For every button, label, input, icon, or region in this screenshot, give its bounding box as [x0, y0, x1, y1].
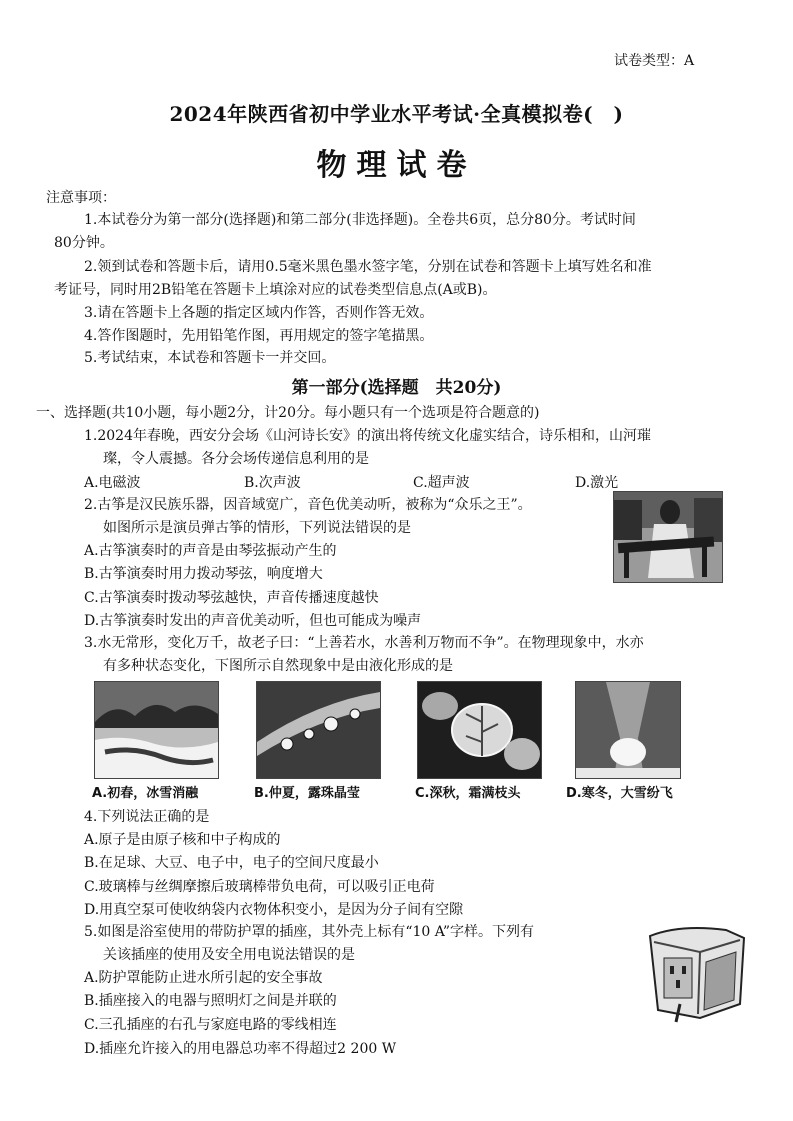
- q5-option-a: A.防护罩能防止进水所引起的安全事故: [84, 970, 323, 986]
- q5-stem-line1: 5.如图是浴室使用的带防护罩的插座，其外壳上标有“10 A”字样。下列有: [84, 924, 534, 940]
- photo-snowfall: [575, 681, 681, 779]
- q1-stem-line1: 1.2024年春晚，西安分会场《山河诗长安》的演出将传统文化虚实结合，诗乐相和，山河璀: [84, 428, 651, 444]
- q3-caption-d: D.寒冬，大雪纷飞: [566, 786, 673, 801]
- notice-heading: 注意事项：: [46, 190, 116, 206]
- q2-option-d: D.古筝演奏时发出的声音优美动听，但也可能成为噪声: [84, 613, 422, 629]
- notice-line-5: 5.考试结束，本试卷和答题卡一并交回。: [84, 350, 336, 366]
- notice-line-1: 1.本试卷分为第一部分(选择题)和第二部分(非选择题)。全卷共6页，总分80分。考试时间: [84, 212, 636, 228]
- q1-option-c: C.超声波: [413, 475, 470, 491]
- photo-frost-leaves: [417, 681, 542, 779]
- socket-cover-photo: [640, 922, 752, 1026]
- q5-option-d: D.插座允许接入的用电器总功率不得超过2 200 W: [84, 1041, 397, 1057]
- paper-type-label: 试卷类型：A: [614, 53, 695, 69]
- q2-stem-line2: 如图所示是演员弹古筝的情形，下列说法错误的是: [103, 520, 411, 536]
- q2-stem-line1: 2.古筝是汉民族乐器，因音域宽广，音色优美动听，被称为“众乐之王”。: [84, 497, 532, 513]
- q4-option-b: B.在足球、大豆、电子中，电子的空间尺度最小: [84, 855, 379, 871]
- guzheng-photo: [613, 491, 723, 583]
- q1-option-b: B.次声波: [244, 475, 301, 491]
- q5-stem-line2: 关该插座的使用及安全用电说法错误的是: [103, 947, 355, 963]
- q1-stem-line2: 璨，令人震撼。各分会场传递信息利用的是: [103, 451, 369, 467]
- photo-dew-drops: [256, 681, 381, 779]
- q5-option-b: B.插座接入的电器与照明灯之间是并联的: [84, 993, 337, 1009]
- q2-option-c: C.古筝演奏时拨动琴弦越快，声音传播速度越快: [84, 590, 379, 606]
- q4-option-c: C.玻璃棒与丝绸摩擦后玻璃棒带负电荷，可以吸引正电荷: [84, 879, 435, 895]
- q3-caption-a: A.初春，冰雪消融: [92, 786, 199, 801]
- section-heading: 一、选择题(共10小题，每小题2分，计20分。每小题只有一个选项是符合题意的): [36, 405, 540, 421]
- q4-option-d: D.用真空泵可使收纳袋内衣物体积变小，是因为分子间有空隙: [84, 902, 464, 918]
- q5-option-c: C.三孔插座的右孔与家庭电路的零线相连: [84, 1017, 337, 1033]
- q2-option-a: A.古筝演奏时的声音是由琴弦振动产生的: [84, 543, 337, 559]
- q2-option-b: B.古筝演奏时用力拨动琴弦，响度增大: [84, 566, 323, 582]
- q4-option-a: A.原子是由原子核和中子构成的: [84, 832, 281, 848]
- part1-title: 第一部分(选择题 共20分): [291, 378, 502, 398]
- q3-caption-b: B.仲夏，露珠晶莹: [254, 786, 360, 801]
- notice-line-2: 2.领到试卷和答题卡后，请用0.5毫米黑色墨水签字笔，分别在试卷和答题卡上填写姓名和准: [84, 259, 652, 275]
- exam-title: 2024年陕西省初中学业水平考试·全真模拟卷( ): [169, 102, 624, 126]
- q3-stem-line1: 3.水无常形，变化万千，故老子曰：“上善若水，水善利万物而不争”。在物理现象中，水亦: [84, 635, 644, 651]
- photo-melting-snow: [94, 681, 219, 779]
- q1-option-d: D.激光: [575, 475, 619, 491]
- notice-line-4: 4.答作图题时，先用铅笔作图，再用规定的签字笔描黑。: [84, 328, 434, 344]
- subject-title: 物理试卷: [316, 148, 477, 183]
- notice-line-1-cont: 80分钟。: [54, 235, 114, 251]
- q3-caption-c: C.深秋，霜满枝头: [415, 786, 521, 801]
- q4-stem: 4.下列说法正确的是: [84, 809, 210, 825]
- notice-line-3: 3.请在答题卡上各题的指定区域内作答，否则作答无效。: [84, 305, 434, 321]
- q3-stem-line2: 有多种状态变化，下图所示自然现象中是由液化形成的是: [103, 658, 453, 674]
- notice-line-2-cont: 考证号，同时用2B铅笔在答题卡上填涂对应的试卷类型信息点(A或B)。: [54, 282, 497, 298]
- q1-option-a: A.电磁波: [84, 475, 141, 491]
